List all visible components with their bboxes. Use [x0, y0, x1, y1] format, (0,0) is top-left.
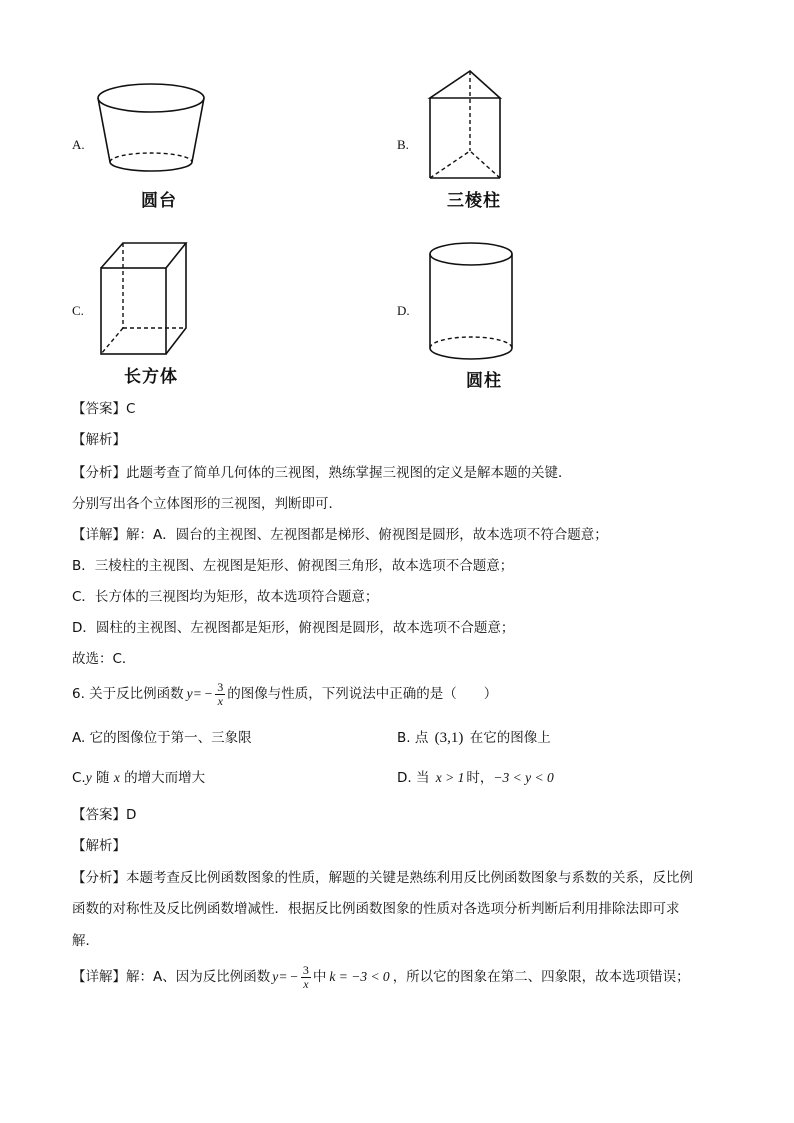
option-c — [72, 769, 205, 787]
detail-line: 【详解】解：A．圆台的主视图、左视图都是梯形、俯视图是圆形，故本选项不符合题意； — [72, 527, 608, 543]
detail-prefix: 【详解】解：A、因为反比例函数 — [72, 969, 271, 985]
detail-line-q6 — [72, 958, 690, 996]
figure-caption: 圆台 — [141, 191, 177, 211]
figure-caption: 三棱柱 — [447, 191, 501, 211]
detail-line: C．长方体的三视图均为矩形，故本选项符合题意； — [72, 589, 379, 605]
fraction — [301, 964, 311, 991]
fraction — [215, 681, 225, 708]
fraction-denominator: x — [303, 976, 309, 991]
analysis-heading: 【解析】 — [72, 432, 126, 448]
var-y: y — [85, 770, 92, 785]
detail-mid: 中 — [312, 969, 327, 985]
equals-minus: = − — [193, 686, 213, 701]
option-label-a: A. — [72, 137, 85, 152]
cuboid-figure — [98, 240, 190, 358]
analysis-line: 【分析】本题考查反比例函数图象的性质，解题的关键是熟练利用反比例函数图象与系数的关系，反比例 — [72, 870, 693, 886]
figure-caption: 圆柱 — [466, 371, 502, 391]
analysis-line: 分别写出各个立体图形的三视图，判断即可． — [72, 496, 342, 512]
analysis-line: 函数的对称性及反比例函数增减性．根据反比例函数图象的性质对各选项分析判断后利用排除法即可求 — [72, 901, 680, 917]
analysis-line: 解． — [72, 933, 99, 949]
option-label-d: D. — [397, 303, 410, 318]
point-coordinates: (3,1) — [434, 730, 464, 746]
option-c-prefix: C. — [72, 770, 86, 786]
function-var-y: y — [272, 969, 279, 984]
detail-line: B．三棱柱的主视图、左视图是矩形、俯视图三角形，故本选项不合题意； — [72, 558, 514, 574]
option-label-c: C. — [72, 303, 84, 318]
fraction-numerator: 3 — [302, 962, 309, 977]
option-d-mid: 时， — [466, 770, 494, 786]
stem-prefix: 6. 关于反比例函数 — [72, 686, 184, 702]
fraction-denominator: x — [217, 693, 223, 708]
stem-suffix: 的图像与性质，下列说法中正确的是（ ） — [227, 686, 498, 702]
detail-line: D．圆柱的主视图、左视图都是矩形，俯视图是圆形，故本选项不合题意； — [72, 620, 515, 636]
condition-x: x > 1 — [435, 770, 465, 785]
analysis-heading: 【解析】 — [72, 838, 126, 854]
question-6-stem — [72, 676, 497, 712]
equals-minus: = − — [279, 969, 298, 984]
fraction-numerator: 3 — [217, 679, 224, 694]
function-var-y: y — [186, 686, 193, 701]
answer-q6: 【答案】D — [72, 807, 137, 823]
var-x: x — [113, 770, 120, 785]
option-d-prefix: D. 当 — [397, 770, 430, 786]
answer-q5: 【答案】C — [72, 401, 136, 417]
option-c-mid: 随 — [91, 770, 114, 786]
range-y: −3 < y < 0 — [493, 770, 554, 785]
figure-caption: 长方体 — [124, 367, 178, 387]
detail-suffix: ，所以它的图象在第二、四象限，故本选项错误； — [392, 969, 690, 985]
option-b — [397, 729, 551, 747]
option-d — [397, 769, 554, 787]
option-a: A. 它的图像位于第一、三象限 — [72, 730, 252, 746]
option-b-prefix: B. 点 — [397, 730, 429, 746]
option-b-suffix: 在它的图像上 — [469, 730, 551, 746]
analysis-line: 【分析】此题考查了简单几何体的三视图，熟练掌握三视图的定义是解本题的关键． — [72, 465, 572, 481]
triangular-prism-figure — [425, 68, 505, 183]
cylinder-figure — [428, 240, 516, 365]
option-c-suffix: 的增大而增大 — [119, 770, 206, 786]
frustum-figure — [95, 80, 210, 180]
k-value: k = −3 < 0 — [329, 969, 390, 984]
conclusion-line: 故选：C． — [72, 651, 136, 667]
option-label-b: B. — [397, 137, 409, 152]
